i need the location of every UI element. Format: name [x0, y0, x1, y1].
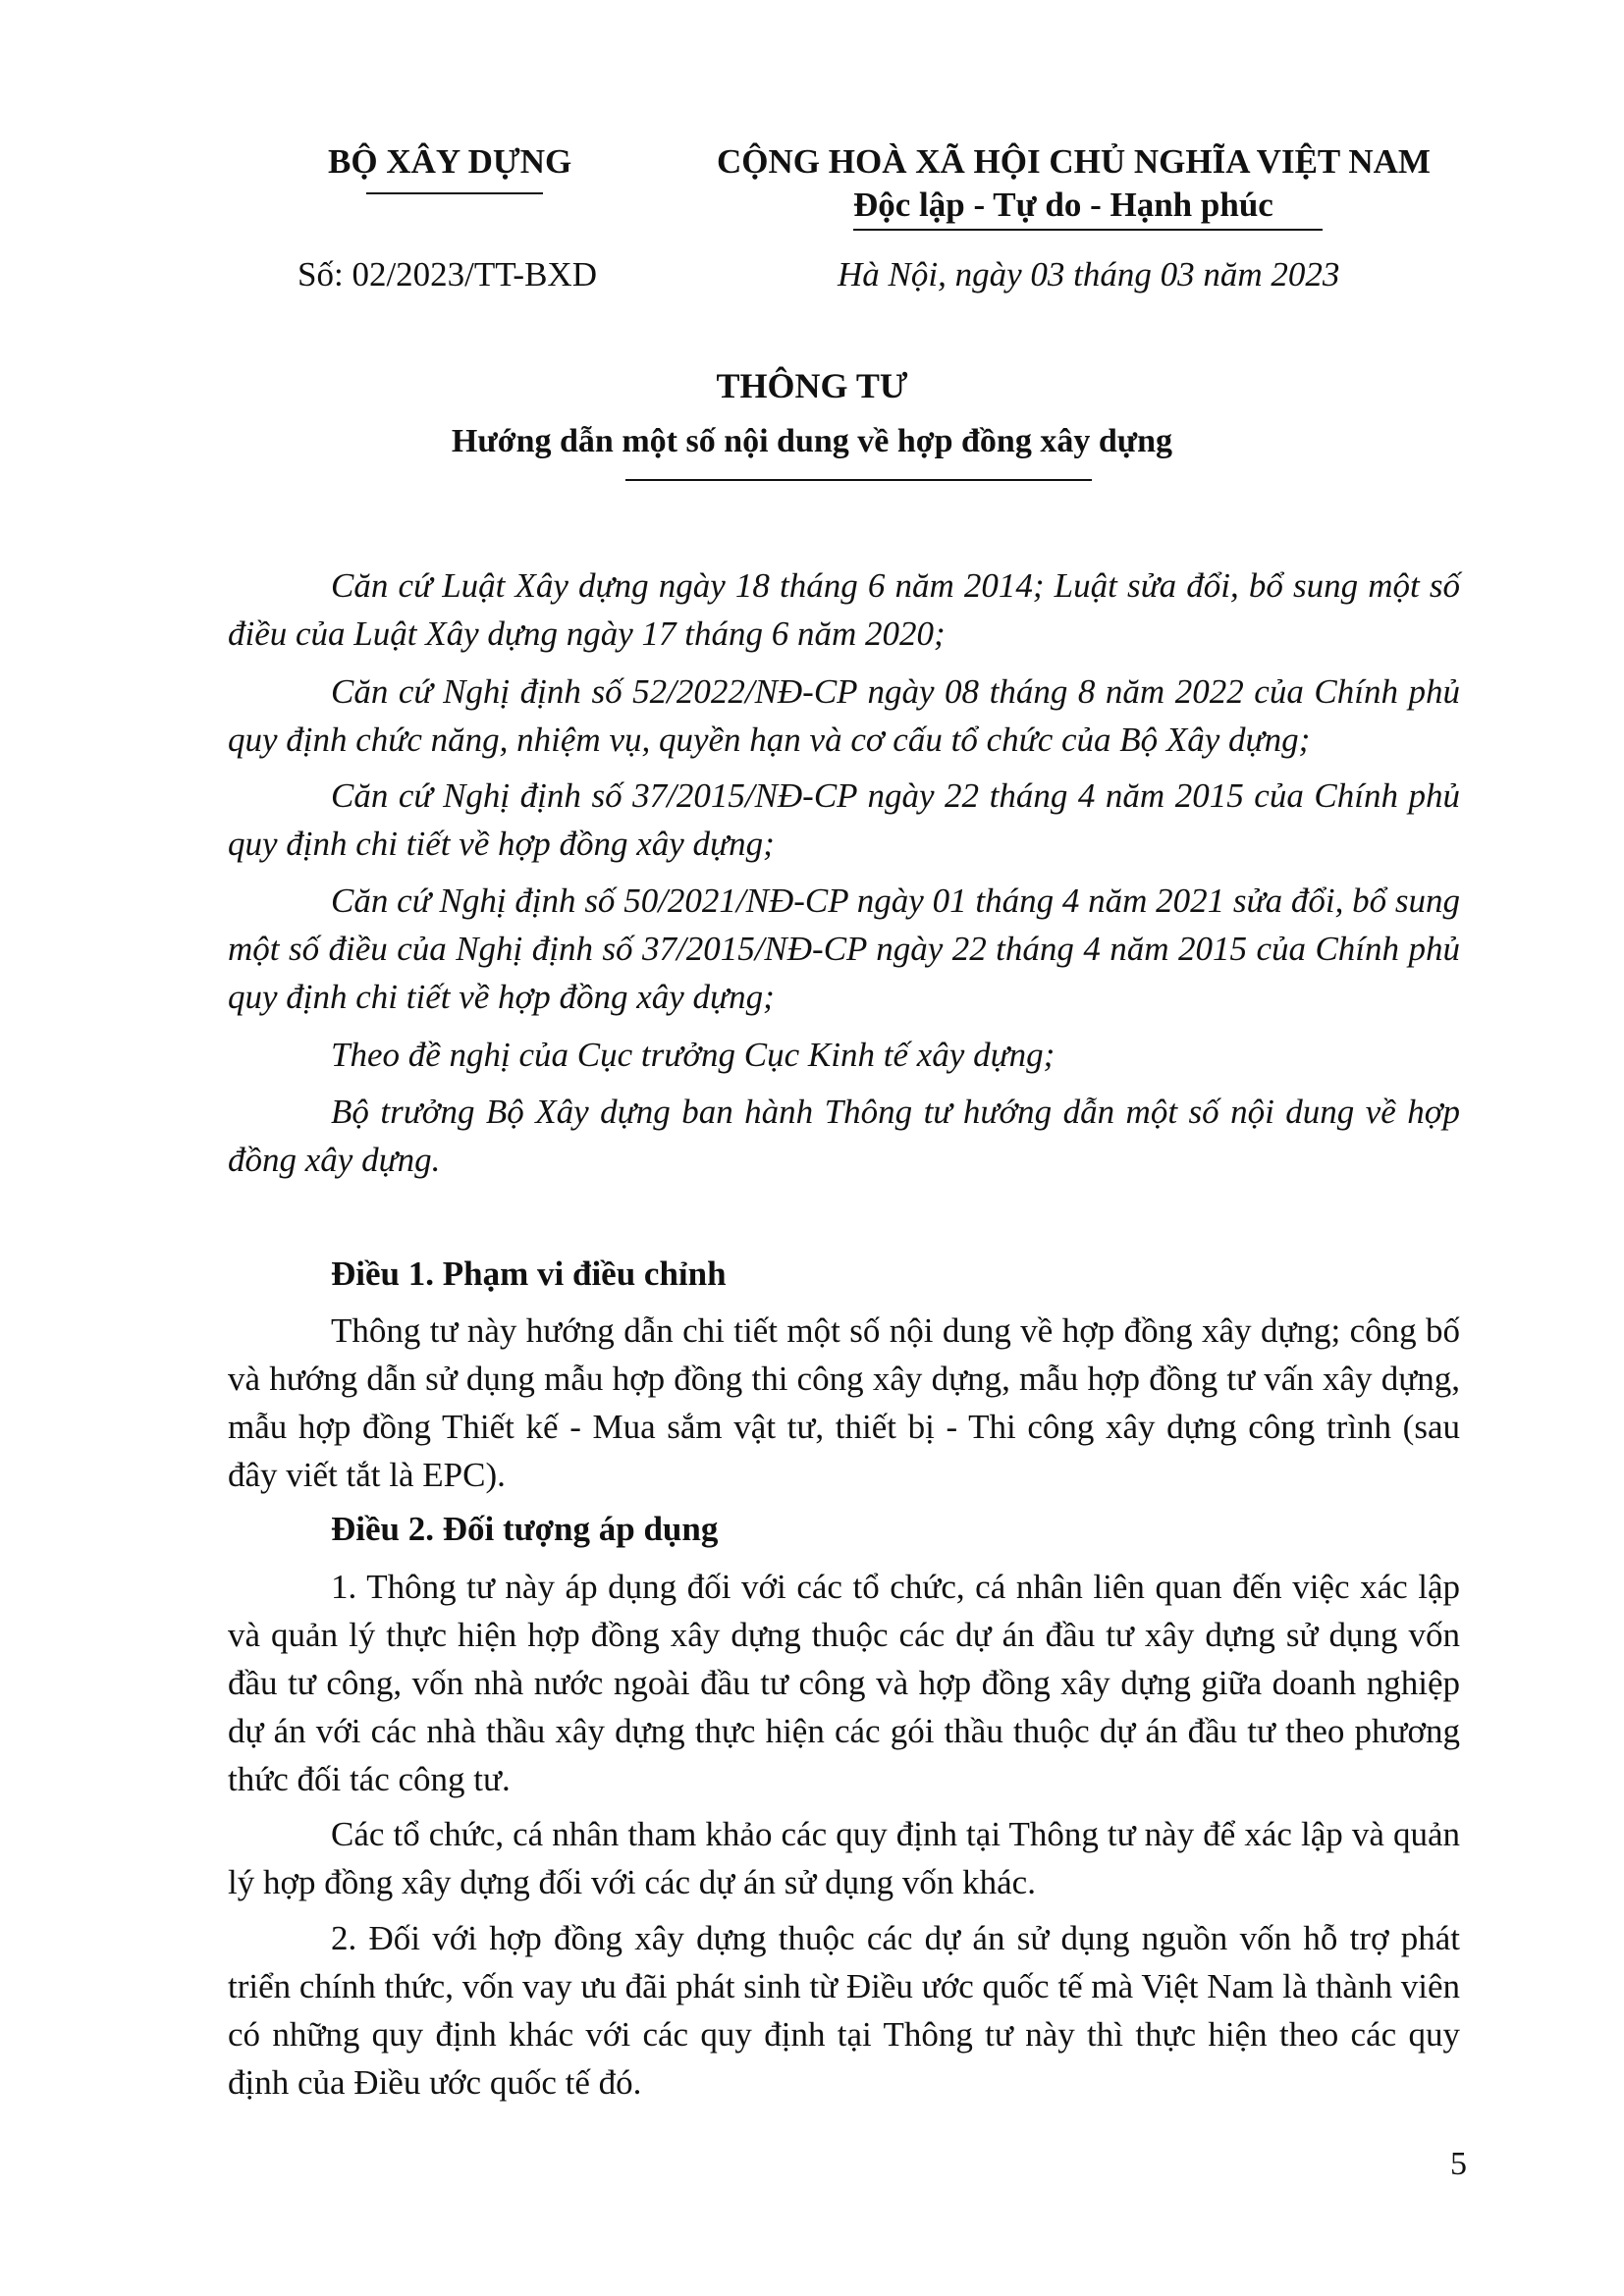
preamble-paragraph: Theo đề nghị của Cục trưởng Cục Kinh tế xây dựng;: [331, 1036, 1056, 1074]
document-subject: Hướng dẫn một số nội dung về hợp đồng xây dựng: [451, 423, 1173, 459]
national-title: CỘNG HOÀ XÃ HỘI CHỦ NGHĨA VIỆT NAM: [717, 142, 1431, 181]
preamble-paragraph: Căn cứ Nghị định số 37/2015/NĐ-CP ngày 22 tháng 4 năm 2015 của Chính phủ quy định chi tiết về hợp đồng xây dựng;: [228, 776, 1460, 863]
place-and-date: Hà Nội, ngày 03 tháng 03 năm 2023: [838, 255, 1340, 294]
article-2-clause-1: 1. Thông tư này áp dụng đối với các tổ chức, cá nhân liên quan đến việc xác lập và quản lý thực hiện hợp đồng xây dựng thuộc các dự án đầu tư xây dựng sử dụng vốn đầu tư công, vốn nhà nước ngoài đầu tư công và hợp đồng xây dựng giữa doanh nghiệp dự án với các nhà thầu xây dựng thực hiện các gói thầu thuộc dự án đầu tư theo phương thức đối tác công tư.: [228, 1568, 1460, 1798]
article-1-heading: Điều 1. Phạm vi điều chỉnh: [331, 1255, 727, 1293]
preamble-paragraph: Bộ trưởng Bộ Xây dựng ban hành Thông tư hướng dẫn một số nội dung về hợp đồng xây dựng.: [228, 1093, 1460, 1179]
article-2-clause-1-note: Các tổ chức, cá nhân tham khảo các quy định tại Thông tư này để xác lập và quản lý hợp đồng xây dựng đối với các dự án sử dụng vốn khác.: [228, 1815, 1460, 1901]
article-2-heading: Điều 2. Đối tượng áp dụng: [331, 1510, 719, 1548]
page-number: 5: [1450, 2146, 1467, 2182]
preamble-paragraph: Căn cứ Luật Xây dựng ngày 18 tháng 6 năm 2014; Luật sửa đổi, bổ sung một số điều của Luật Xây dựng ngày 17 tháng 6 năm 2020;: [228, 566, 1460, 653]
preamble-paragraph: Căn cứ Nghị định số 52/2022/NĐ-CP ngày 08 tháng 8 năm 2022 của Chính phủ quy định chức năng, nhiệm vụ, quyền hạn và cơ cấu tổ chức của Bộ Xây dựng;: [228, 672, 1460, 759]
preamble-paragraph: Căn cứ Nghị định số 50/2021/NĐ-CP ngày 01 tháng 4 năm 2021 sửa đổi, bổ sung một số điều của Nghị định số 37/2015/NĐ-CP ngày 22 tháng 4 năm 2015 của Chính phủ quy định chi tiết về hợp đồng xây dựng;: [228, 881, 1460, 1016]
national-motto: Độc lập - Tự do - Hạnh phúc: [853, 186, 1273, 224]
document-number: Số: 02/2023/TT-BXD: [298, 255, 597, 294]
subject-underline: [625, 479, 1092, 481]
document-type: THÔNG TƯ: [716, 366, 908, 405]
article-2-clause-2: 2. Đối với hợp đồng xây dựng thuộc các dự án sử dụng nguồn vốn hỗ trợ phát triển chính thức, vốn vay ưu đãi phát sinh từ Điều ước quốc tế mà Việt Nam là thành viên có những quy định khác với các quy định tại Thông tư này thì thực hiện theo các quy định của Điều ước quốc tế đó.: [228, 1919, 1460, 2102]
article-1-body: Thông tư này hướng dẫn chi tiết một số nội dung về hợp đồng xây dựng; công bố và hướng dẫn sử dụng mẫu hợp đồng thi công xây dựng, mẫu hợp đồng tư vấn xây dựng, mẫu hợp đồng Thiết kế - Mua sắm vật tư, thiết bị - Thi công xây dựng công trình (sau đây viết tắt là EPC).: [228, 1311, 1460, 1494]
motto-underline: [853, 229, 1323, 231]
issuing-agency: BỘ XÂY DỰNG: [328, 142, 572, 181]
agency-underline: [366, 192, 543, 194]
